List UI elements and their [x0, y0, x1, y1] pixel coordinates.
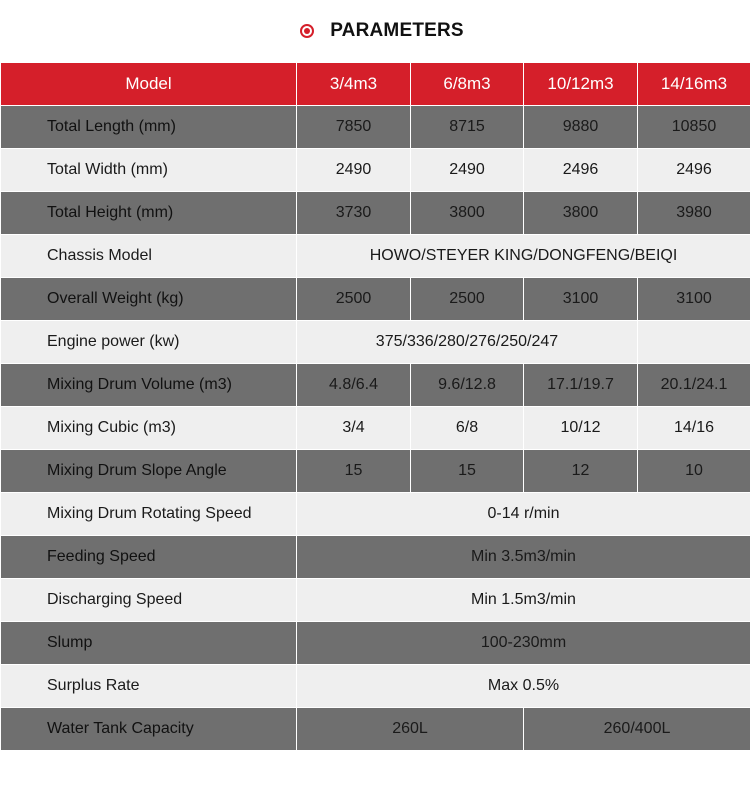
cell-value: 10850: [638, 106, 750, 149]
table-row: [1, 192, 750, 235]
cell-value: 10/12: [524, 407, 638, 450]
row-label: Discharging Speed: [1, 579, 297, 622]
cell-value: 260/400L: [524, 708, 750, 751]
header-col-1: 3/4m3: [297, 63, 411, 106]
row-label: Chassis Model: [1, 235, 297, 278]
cell-value: 260L: [297, 708, 524, 751]
page-title: PARAMETERS: [330, 20, 464, 41]
cell-value: 2500: [411, 278, 524, 321]
header-row: [1, 63, 750, 106]
cell-value: 9880: [524, 106, 638, 149]
cell-value: 6/8: [411, 407, 524, 450]
cell-value: 20.1/24.1: [638, 364, 750, 407]
cell-value: 9.6/12.8: [411, 364, 524, 407]
cell-value: 3800: [524, 192, 638, 235]
cell-value: 3800: [411, 192, 524, 235]
cell-value: 2496: [638, 149, 750, 192]
cell-value: 2500: [297, 278, 411, 321]
table-row: [1, 106, 750, 149]
title-group: [300, 20, 464, 42]
cell-value: 17.1/19.7: [524, 364, 638, 407]
row-label: Total Height (mm): [1, 192, 297, 235]
cell-value: 3730: [297, 192, 411, 235]
row-label: Feeding Speed: [1, 536, 297, 579]
cell-value: 2496: [524, 149, 638, 192]
row-label: Mixing Drum Volume (m3): [1, 364, 297, 407]
cell-value: 15: [297, 450, 411, 493]
header-col-3: 10/12m3: [524, 63, 638, 106]
table-row: [1, 321, 750, 364]
cell-value: 0-14 r/min: [297, 493, 750, 536]
table-row: [1, 149, 750, 192]
row-label: Mixing Cubic (m3): [1, 407, 297, 450]
row-label: Mixing Drum Rotating Speed: [1, 493, 297, 536]
table-row: [1, 708, 750, 751]
cell-value: 14/16: [638, 407, 750, 450]
parameters-table: [0, 62, 750, 751]
table-row: [1, 450, 750, 493]
cell-value: 7850: [297, 106, 411, 149]
cell-value: 2490: [411, 149, 524, 192]
table-row: [1, 665, 750, 708]
cell-value: 15: [411, 450, 524, 493]
cell-value: 375/336/280/276/250/247: [297, 321, 638, 364]
cell-value: Min 1.5m3/min: [297, 579, 750, 622]
row-label: Engine power (kw): [1, 321, 297, 364]
table-row: [1, 278, 750, 321]
cell-value: Min 3.5m3/min: [297, 536, 750, 579]
table-row: [1, 579, 750, 622]
header-col-4: 14/16m3: [638, 63, 750, 106]
row-label: Total Length (mm): [1, 106, 297, 149]
cell-value: 2490: [297, 149, 411, 192]
cell-value: 3/4: [297, 407, 411, 450]
cell-value: Max 0.5%: [297, 665, 750, 708]
row-label: Surplus Rate: [1, 665, 297, 708]
cell-value: 100-230mm: [297, 622, 750, 665]
cell-value: 3100: [524, 278, 638, 321]
table-row: [1, 407, 750, 450]
cell-value: 12: [524, 450, 638, 493]
table-row: [1, 536, 750, 579]
cell-value: 4.8/6.4: [297, 364, 411, 407]
row-label: Overall Weight (kg): [1, 278, 297, 321]
table-row: [1, 622, 750, 665]
cell-empty: [638, 321, 750, 364]
row-label: Water Tank Capacity: [1, 708, 297, 751]
row-label: Mixing Drum Slope Angle: [1, 450, 297, 493]
table-row: [1, 235, 750, 278]
title-bar: [0, 0, 750, 62]
cell-value: 3980: [638, 192, 750, 235]
table-row: [1, 364, 750, 407]
row-label: Slump: [1, 622, 297, 665]
cell-value: HOWO/STEYER KING/DONGFENG/BEIQI: [297, 235, 750, 278]
cell-value: 10: [638, 450, 750, 493]
table-row: [1, 493, 750, 536]
header-model: Model: [1, 63, 297, 106]
row-label: Total Width (mm): [1, 149, 297, 192]
target-icon: [300, 24, 314, 38]
header-col-2: 6/8m3: [411, 63, 524, 106]
cell-value: 3100: [638, 278, 750, 321]
cell-value: 8715: [411, 106, 524, 149]
